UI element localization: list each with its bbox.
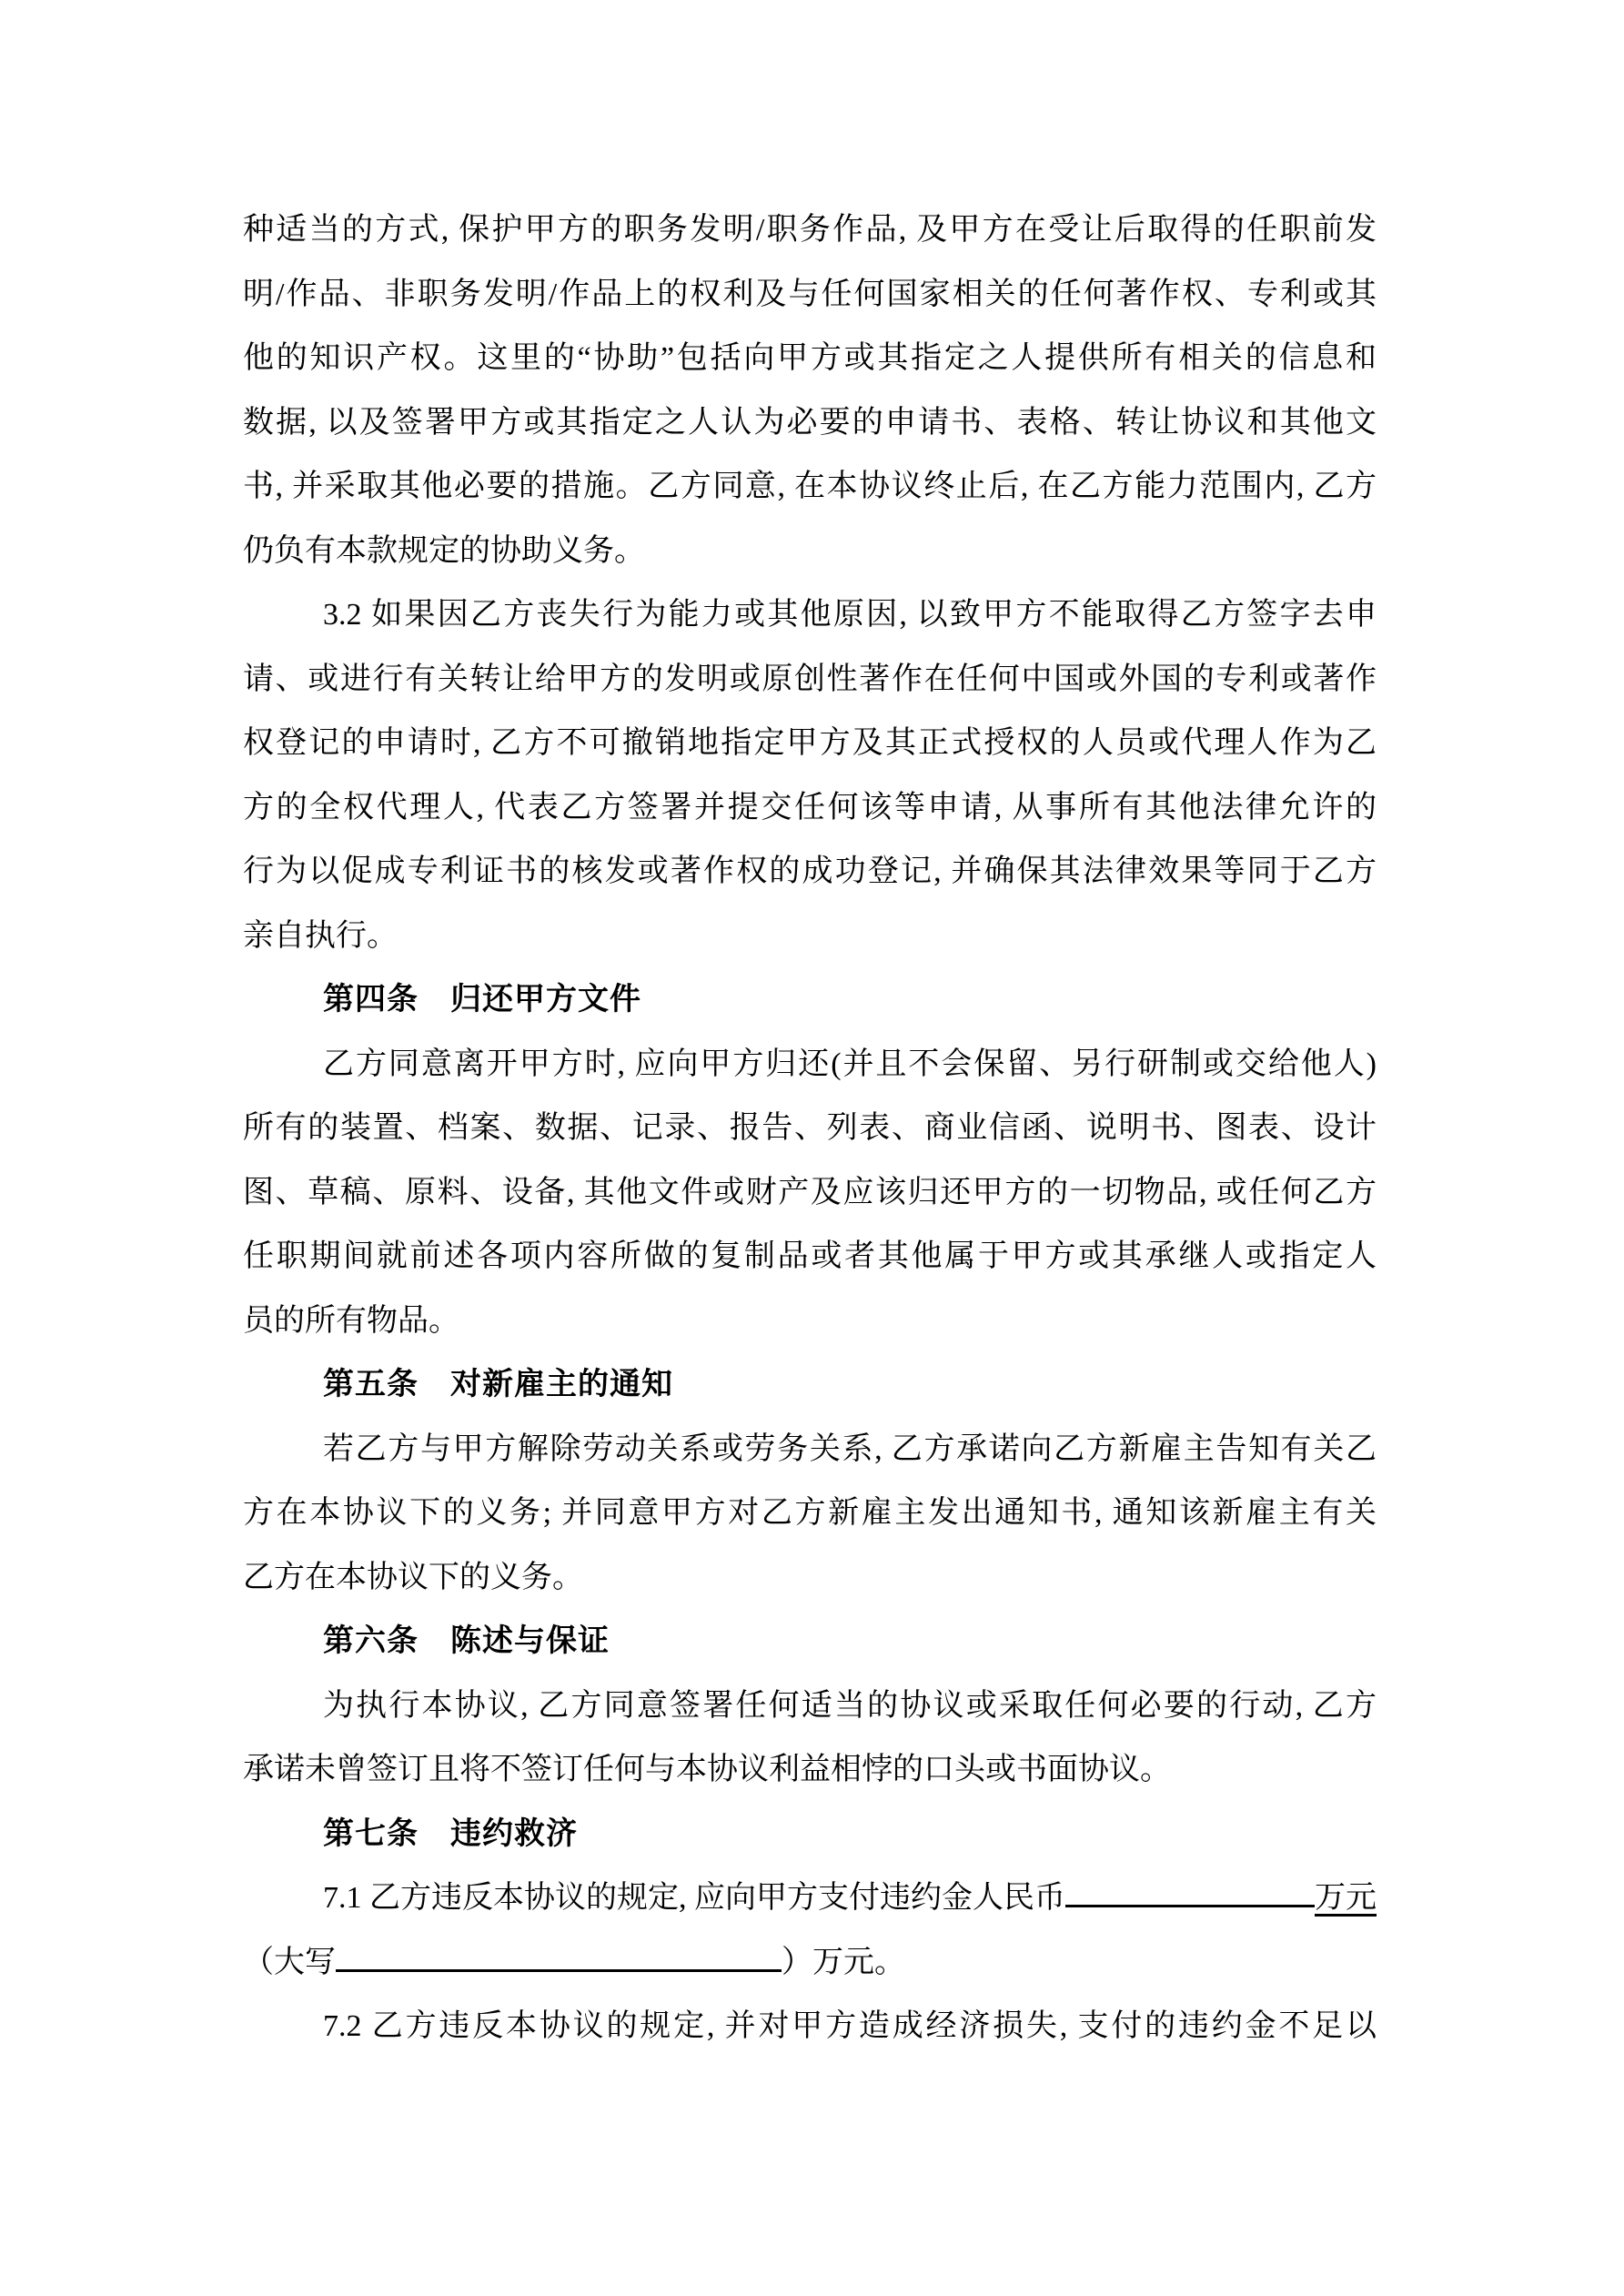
text-segment: （大写 (243, 1945, 336, 1979)
text-line: 他的知识产权。这里的“协助”包括向甲方或其指定之人提供所有相关的信息和 (243, 341, 1377, 375)
text-line: 方在本协议下的义务; 并同意甲方对乙方新雇主发出通知书, 通知该新雇主有关 (243, 1496, 1377, 1530)
penalty-amount-blank (1065, 1905, 1315, 1907)
document-body (243, 198, 1377, 2059)
clause-7-1-line-1 (243, 1866, 1377, 1931)
clause-7-1-line-2 (243, 1931, 1377, 1996)
text-line: 为执行本协议, 乙方同意签署任何适当的协议或采取任何必要的行动, 乙方 (323, 1688, 1377, 1723)
heading-article-5: 第五条 对新雇主的通知 (323, 1368, 673, 1401)
clause-7-2-start: 7.2 乙方违反本协议的规定, 并对甲方造成经济损失, 支付的违约金不足以 (323, 2009, 1377, 2043)
text-line: 方的全权代理人, 代表乙方签署并提交任何该等申请, 从事所有其他法律允许的 (243, 790, 1377, 824)
text-line: 数据, 以及签署甲方或其指定之人认为必要的申请书、表格、转让协议和其他文 (243, 405, 1377, 440)
text-segment: 7.1 乙方违反本协议的规定, 应向甲方支付违约金人民币 (323, 1881, 1065, 1915)
text-line: 承诺未曾签订且将不签订任何与本协议利益相悖的口头或书面协议。 (243, 1753, 1171, 1786)
text-line: 乙方同意离开甲方时, 应向甲方归还(并且不会保留、另行研制或交给他人) (323, 1047, 1377, 1081)
penalty-amount-capital-blank (336, 1969, 782, 1972)
heading-article-7: 第七条 违约救济 (323, 1816, 578, 1851)
clause-3-2-start: 3.2 如果因乙方丧失行为能力或其他原因, 以致甲方不能取得乙方签字去申 (323, 598, 1377, 632)
text-segment: 万元 (1315, 1881, 1377, 1915)
text-line: 若乙方与甲方解除劳动关系或劳务关系, 乙方承诺向乙方新雇主告知有关乙 (323, 1431, 1377, 1466)
text-segment: ）万元。 (782, 1945, 905, 1979)
text-line: 种适当的方式, 保护甲方的职务发明/职务作品, 及甲方在受让后取得的任职前发 (243, 213, 1377, 247)
text-line: 所有的装置、档案、数据、记录、报告、列表、商业信函、说明书、图表、设计 (243, 1111, 1377, 1145)
text-line: 权登记的申请时, 乙方不可撤销地指定甲方及其正式授权的人员或代理人作为乙 (243, 726, 1377, 760)
text-line: 任职期间就前述各项内容所做的复制品或者其他属于甲方或其承继人或指定人 (243, 1239, 1377, 1273)
heading-article-4: 第四条 归还甲方文件 (323, 983, 641, 1017)
text-line: 乙方在本协议下的义务。 (243, 1560, 583, 1594)
text-line: 仍负有本款规定的协助义务。 (243, 533, 645, 568)
text-line: 请、或进行有关转让给甲方的发明或原创性著作在任何中国或外国的专利或著作 (243, 662, 1377, 696)
heading-article-6: 第六条 陈述与保证 (323, 1624, 610, 1658)
text-line: 图、草稿、原料、设备, 其他文件或财产及应该归还甲方的一切物品, 或任何乙方 (243, 1175, 1377, 1209)
text-line: 明/作品、非职务发明/作品上的权利及与任何国家相关的任何著作权、专利或其 (243, 277, 1377, 311)
text-line: 员的所有物品。 (243, 1303, 459, 1338)
text-line: 书, 并采取其他必要的措施。乙方同意, 在本协议终止后, 在乙方能力范围内, 乙方 (243, 470, 1377, 503)
text-line: 亲自执行。 (243, 918, 398, 953)
text-line: 行为以促成专利证书的核发或著作权的成功登记, 并确保其法律效果等同于乙方 (243, 855, 1377, 888)
